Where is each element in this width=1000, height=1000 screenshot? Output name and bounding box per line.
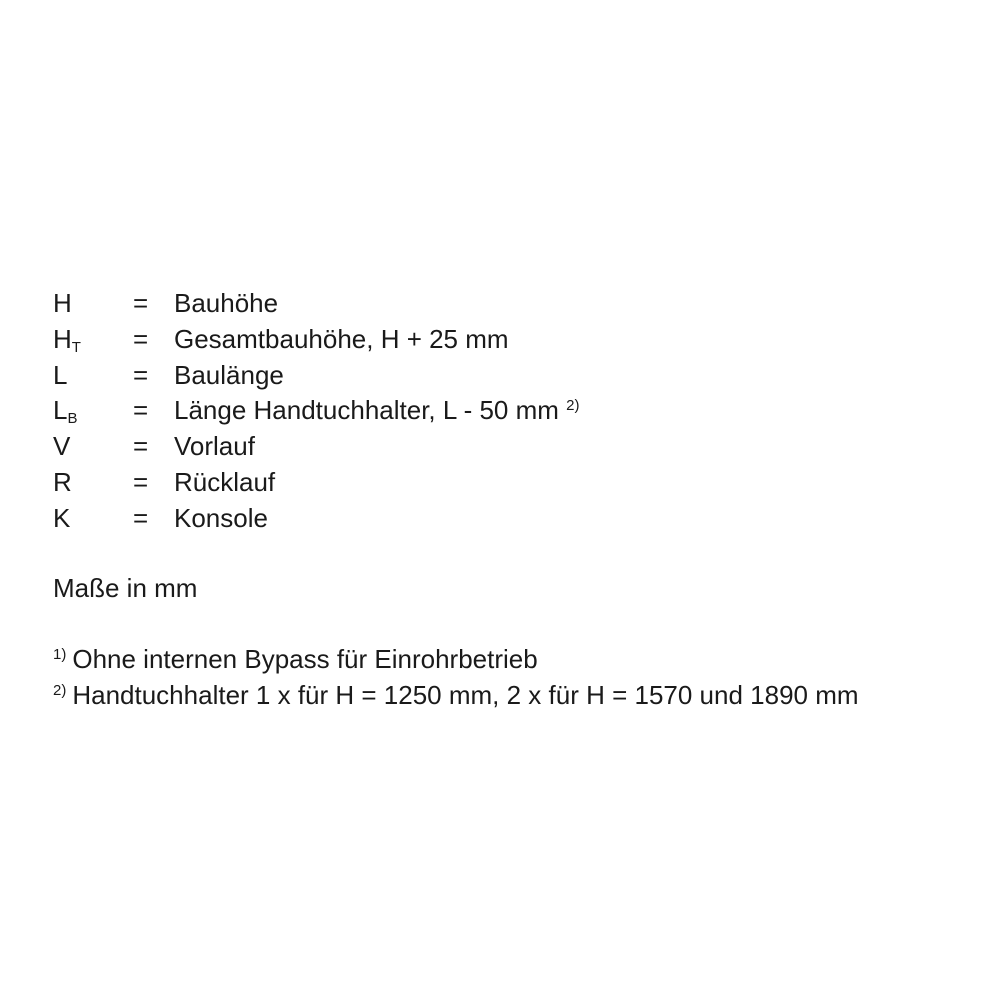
legend-symbol: $H_T$: [53, 323, 81, 356]
footnote-text: Handtuchhalter 1 x für H = 1250 mm, 2 x für H = 1570 und 1890 mm: [72, 679, 859, 710]
legend-description: Vorlauf: [174, 431, 255, 462]
legend-equals: =: [133, 323, 149, 354]
footnote-mark: 2): [53, 681, 67, 699]
legend-equals: =: [133, 466, 149, 497]
legend-row-r: [53, 465, 993, 501]
legend-row-ht: [53, 322, 993, 358]
legend-symbol: H: [53, 288, 72, 318]
legend-description: Bauhöhe: [174, 288, 279, 318]
legend-equals: =: [133, 288, 149, 318]
footnote-text: Ohne internen Bypass für Einrohrbetrieb: [72, 644, 538, 674]
legend-row-k: [53, 501, 993, 537]
legend-symbol: $L_B$: [53, 395, 78, 428]
legend-description: Baulänge: [174, 359, 284, 390]
legend-description: Konsole: [174, 502, 268, 533]
legend-equals: =: [133, 395, 149, 426]
legend-row-h: [53, 286, 993, 322]
legend-equals: =: [133, 431, 149, 462]
footnotes: [53, 642, 993, 713]
legend-symbol: K: [53, 502, 71, 533]
legend-row-lb: [53, 393, 993, 429]
legend-equals: =: [133, 359, 149, 390]
legend-row-v: [53, 429, 993, 465]
legend-symbol: R: [53, 466, 72, 497]
legend-symbol: V: [53, 431, 71, 462]
legend-row-l: [53, 358, 993, 394]
legend-description: Gesamtbauhöhe, H + 25 mm: [174, 323, 509, 354]
units-note: Maße in mm: [53, 573, 198, 603]
legend-symbol: L: [53, 359, 68, 390]
symbol-legend: [53, 286, 993, 537]
footnote-2: [53, 678, 993, 714]
footnote-mark: 1): [53, 646, 67, 663]
legend-description: Länge Handtuchhalter, L - 50 mm $^{2)}$: [174, 395, 580, 426]
footnote-1: [53, 642, 993, 678]
legend-description: Rücklauf: [174, 466, 276, 497]
legend-equals: =: [133, 502, 149, 533]
footnote-reference: 2): [566, 397, 580, 415]
